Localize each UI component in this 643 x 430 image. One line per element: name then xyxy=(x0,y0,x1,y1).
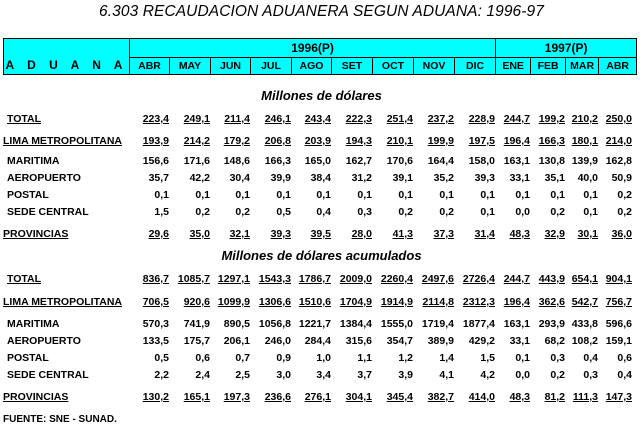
table-cell: 214,0 xyxy=(605,135,632,147)
table-cell: 414,0 xyxy=(468,391,495,403)
table-cell: 2260,4 xyxy=(380,273,413,285)
table-cell: 3,7 xyxy=(357,369,372,381)
row-label: SEDE CENTRAL xyxy=(7,206,89,218)
month-header: JUL xyxy=(251,58,292,75)
table-cell: 36,0 xyxy=(611,228,632,240)
table-cell: 166,3 xyxy=(264,155,291,167)
table-cell: 244,7 xyxy=(503,273,530,285)
table-cell: 4,1 xyxy=(439,369,454,381)
table-cell: 0,2 xyxy=(398,206,413,218)
table-cell: 0,1 xyxy=(398,189,413,201)
table-cell: 32,9 xyxy=(544,228,565,240)
table-cell: 139,9 xyxy=(571,155,598,167)
table-row xyxy=(3,135,636,150)
table-cell: 39,9 xyxy=(270,172,291,184)
table-cell: 148,6 xyxy=(223,155,250,167)
column-header-aduana: A D U A N A xyxy=(4,39,130,75)
table-cell: 2497,6 xyxy=(421,273,454,285)
table-cell: 147,3 xyxy=(605,391,632,403)
table-cell: 0,5 xyxy=(276,206,291,218)
table-cell: 0,4 xyxy=(617,369,632,381)
table-cell: 2312,3 xyxy=(462,296,495,308)
table-cell: 0,4 xyxy=(316,206,331,218)
table-cell: 904,1 xyxy=(605,273,632,285)
table-cell: 31,4 xyxy=(474,228,495,240)
table-cell: 68,2 xyxy=(544,335,565,347)
table-cell: 389,9 xyxy=(427,335,454,347)
table-cell: 2,4 xyxy=(195,369,210,381)
table-cell: 193,9 xyxy=(142,135,169,147)
table-cell: 293,9 xyxy=(538,318,565,330)
table-cell: 3,4 xyxy=(316,369,331,381)
table-cell: 890,5 xyxy=(223,318,250,330)
table-cell: 1914,9 xyxy=(380,296,413,308)
table-cell: 1,4 xyxy=(439,352,454,364)
table-cell: 315,6 xyxy=(345,335,372,347)
table-cell: 1099,9 xyxy=(217,296,250,308)
table-cell: 1543,3 xyxy=(258,273,291,285)
table-cell: 39,5 xyxy=(310,228,331,240)
table-cell: 31,2 xyxy=(351,172,372,184)
table-cell: 0,2 xyxy=(550,369,565,381)
table-cell: 111,3 xyxy=(572,391,598,403)
row-label: POSTAL xyxy=(7,352,49,364)
section-title-monthly: Millones de dólares xyxy=(261,88,382,103)
month-header: JUN xyxy=(211,58,251,75)
table-row xyxy=(3,335,636,350)
table-cell: 0,7 xyxy=(235,352,250,364)
table-cell: 0,1 xyxy=(357,189,372,201)
table-cell: 0,1 xyxy=(154,189,169,201)
table-cell: 1,0 xyxy=(316,352,331,364)
table-cell: 41,3 xyxy=(392,228,413,240)
table-row xyxy=(3,352,636,367)
table-cell: 39,1 xyxy=(392,172,413,184)
table-cell: 0,2 xyxy=(195,206,210,218)
table-cell: 542,7 xyxy=(571,296,598,308)
table-cell: 0,1 xyxy=(276,189,291,201)
table-cell: 0,0 xyxy=(515,369,530,381)
table-row xyxy=(3,273,636,288)
table-cell: 196,4 xyxy=(503,135,530,147)
year-header-1996: 1996(P) xyxy=(130,39,496,58)
table-cell: 50,9 xyxy=(611,172,632,184)
table-cell: 211,4 xyxy=(224,113,250,125)
table-cell: 39,3 xyxy=(270,228,291,240)
table-cell: 48,3 xyxy=(509,228,530,240)
table-cell: 0,2 xyxy=(439,206,454,218)
row-label: TOTAL xyxy=(7,273,42,285)
table-cell: 30,4 xyxy=(229,172,250,184)
table-cell: 1221,7 xyxy=(298,318,331,330)
row-label: MARITIMA xyxy=(7,318,60,330)
table-cell: 0,2 xyxy=(617,189,632,201)
month-header: ABR xyxy=(130,58,170,75)
table-row xyxy=(3,113,636,128)
table-cell: 35,0 xyxy=(189,228,210,240)
table-cell: 244,7 xyxy=(503,113,530,125)
table-cell: 199,2 xyxy=(538,113,565,125)
table-cell: 237,2 xyxy=(427,113,454,125)
table-cell: 0,2 xyxy=(617,206,632,218)
table-cell: 3,0 xyxy=(276,369,291,381)
table-cell: 0,9 xyxy=(276,352,291,364)
table-cell: 28,0 xyxy=(351,228,372,240)
table-cell: 165,1 xyxy=(183,391,210,403)
row-label: AEROPUERTO xyxy=(7,172,81,184)
section-title-cumulative: Millones de dólares acumulados xyxy=(221,248,422,263)
table-cell: 210,1 xyxy=(386,135,413,147)
table-cell: 0,1 xyxy=(515,189,530,201)
table-cell: 206,1 xyxy=(223,335,250,347)
table-cell: 0,1 xyxy=(583,189,598,201)
table-cell: 228,9 xyxy=(468,113,495,125)
table-cell: 162,7 xyxy=(345,155,372,167)
table-cell: 1306,6 xyxy=(258,296,291,308)
table-cell: 81,2 xyxy=(544,391,565,403)
table-cell: 108,2 xyxy=(571,335,598,347)
table-cell: 345,4 xyxy=(386,391,413,403)
table-cell: 222,3 xyxy=(345,113,372,125)
table-row xyxy=(3,155,636,170)
month-header: FEB xyxy=(531,58,566,75)
source-note: FUENTE: SNE - SUNAD. xyxy=(3,414,117,425)
table-cell: 0,3 xyxy=(357,206,372,218)
table-cell: 276,1 xyxy=(304,391,331,403)
table-cell: 37,3 xyxy=(433,228,454,240)
month-header: SET xyxy=(332,58,373,75)
row-label: AEROPUERTO xyxy=(7,335,81,347)
table-cell: 0,3 xyxy=(550,352,565,364)
table-cell: 243,4 xyxy=(304,113,331,125)
table-cell: 251,4 xyxy=(386,113,413,125)
table-row xyxy=(3,296,636,311)
table-cell: 214,2 xyxy=(183,135,210,147)
table-cell: 0,1 xyxy=(550,189,565,201)
table-cell: 1,2 xyxy=(398,352,413,364)
table-cell: 0,1 xyxy=(583,206,598,218)
table-cell: 164,4 xyxy=(427,155,454,167)
row-label: PROVINCIAS xyxy=(3,228,69,240)
table-cell: 180,1 xyxy=(571,135,598,147)
table-row xyxy=(3,369,636,384)
table-cell: 40,0 xyxy=(577,172,598,184)
table-cell: 0,0 xyxy=(515,206,530,218)
table-cell: 223,4 xyxy=(142,113,169,125)
row-label: PROVINCIAS xyxy=(3,391,69,403)
table-cell: 0,1 xyxy=(316,189,331,201)
table-cell: 158,0 xyxy=(468,155,495,167)
table-cell: 175,7 xyxy=(183,335,210,347)
month-header: MAR xyxy=(566,58,599,75)
table-cell: 0,4 xyxy=(583,352,598,364)
table-cell: 48,3 xyxy=(509,391,530,403)
table-cell: 741,9 xyxy=(183,318,210,330)
row-label: POSTAL xyxy=(7,189,49,201)
table-row xyxy=(3,206,636,221)
page-title: 6.303 RECAUDACION ADUANERA SEGUN ADUANA: 1996-97 xyxy=(99,3,544,20)
table-cell: 197,5 xyxy=(468,135,495,147)
table-cell: 443,9 xyxy=(538,273,565,285)
table-cell: 2726,4 xyxy=(462,273,495,285)
table-cell: 159,1 xyxy=(605,335,632,347)
table-cell: 197,3 xyxy=(223,391,250,403)
table-cell: 0,2 xyxy=(235,206,250,218)
month-header: DIC xyxy=(455,58,496,75)
table-cell: 165,0 xyxy=(304,155,331,167)
table-cell: 32,1 xyxy=(229,228,250,240)
table-cell: 0,6 xyxy=(195,352,210,364)
table-cell: 1297,1 xyxy=(217,273,250,285)
table-cell: 38,4 xyxy=(310,172,331,184)
table-row xyxy=(3,228,636,243)
table-cell: 1786,7 xyxy=(298,273,331,285)
row-label: SEDE CENTRAL xyxy=(7,369,89,381)
table-cell: 0,1 xyxy=(439,189,454,201)
table-cell: 156,6 xyxy=(142,155,169,167)
table-cell: 133,5 xyxy=(142,335,169,347)
table-cell: 2,2 xyxy=(154,369,169,381)
year-header-1997: 1997(P) xyxy=(496,39,637,58)
month-header: NOV xyxy=(414,58,455,75)
month-header: ENE xyxy=(496,58,531,75)
table-cell: 130,8 xyxy=(538,155,565,167)
table-cell: 2,5 xyxy=(235,369,250,381)
table-cell: 210,2 xyxy=(571,113,598,125)
table-cell: 30,1 xyxy=(577,228,598,240)
table-row xyxy=(3,391,636,406)
month-header: OCT xyxy=(373,58,414,75)
table-cell: 246,0 xyxy=(264,335,291,347)
table-cell: 42,2 xyxy=(189,172,210,184)
row-label: LIMA METROPOLITANA xyxy=(3,296,122,308)
table-cell: 433,8 xyxy=(571,318,598,330)
table-cell: 354,7 xyxy=(386,335,413,347)
table-cell: 654,1 xyxy=(571,273,598,285)
table-cell: 39,3 xyxy=(474,172,495,184)
table-cell: 362,6 xyxy=(538,296,565,308)
table-cell: 429,2 xyxy=(468,335,495,347)
table-cell: 206,8 xyxy=(264,135,291,147)
table-cell: 162,8 xyxy=(605,155,632,167)
table-cell: 1510,6 xyxy=(298,296,331,308)
table-cell: 1877,4 xyxy=(462,318,495,330)
table-row xyxy=(3,189,636,204)
table-cell: 179,2 xyxy=(223,135,250,147)
table-cell: 130,2 xyxy=(142,391,169,403)
table-cell: 203,9 xyxy=(304,135,331,147)
table-cell: 836,7 xyxy=(142,273,169,285)
month-header: AGO xyxy=(292,58,332,75)
month-header: MAY xyxy=(170,58,211,75)
table-cell: 2114,8 xyxy=(422,296,454,308)
table-cell: 596,6 xyxy=(605,318,632,330)
table-cell: 1704,9 xyxy=(339,296,372,308)
table-cell: 29,6 xyxy=(148,228,169,240)
table-cell: 199,9 xyxy=(427,135,454,147)
table-cell: 1,1 xyxy=(357,352,372,364)
table-cell: 1384,4 xyxy=(339,318,372,330)
table-cell: 4,2 xyxy=(480,369,495,381)
row-label: TOTAL xyxy=(7,113,42,125)
table-cell: 194,3 xyxy=(345,135,372,147)
table-cell: 0,1 xyxy=(235,189,250,201)
table-cell: 382,7 xyxy=(427,391,454,403)
table-cell: 196,4 xyxy=(503,296,530,308)
table-cell: 170,6 xyxy=(386,155,413,167)
table-row xyxy=(3,172,636,187)
table-cell: 35,7 xyxy=(148,172,169,184)
month-header: ABR xyxy=(599,58,637,75)
table-cell: 166,3 xyxy=(538,135,565,147)
table-cell: 570,3 xyxy=(142,318,169,330)
table-cell: 163,1 xyxy=(503,155,530,167)
table-cell: 304,1 xyxy=(345,391,372,403)
table-cell: 0,2 xyxy=(550,206,565,218)
table-cell: 0,6 xyxy=(617,352,632,364)
table-header xyxy=(3,38,637,75)
table-cell: 1056,8 xyxy=(258,318,291,330)
table-cell: 706,5 xyxy=(142,296,169,308)
table-cell: 0,1 xyxy=(480,189,495,201)
table-cell: 35,2 xyxy=(433,172,454,184)
table-cell: 33,1 xyxy=(509,335,530,347)
table-cell: 0,3 xyxy=(583,369,598,381)
table-cell: 0,1 xyxy=(515,352,530,364)
table-cell: 0,1 xyxy=(195,189,210,201)
table-cell: 246,1 xyxy=(264,113,291,125)
table-cell: 236,6 xyxy=(264,391,291,403)
table-cell: 3,9 xyxy=(398,369,413,381)
table-row xyxy=(3,318,636,333)
table-cell: 1,5 xyxy=(480,352,495,364)
table-cell: 756,7 xyxy=(605,296,632,308)
table-cell: 0,1 xyxy=(480,206,495,218)
table-cell: 2009,0 xyxy=(339,273,372,285)
table-cell: 1555,0 xyxy=(380,318,413,330)
table-cell: 163,1 xyxy=(503,318,530,330)
table-cell: 171,6 xyxy=(183,155,210,167)
row-label: MARITIMA xyxy=(7,155,60,167)
table-cell: 33,1 xyxy=(509,172,530,184)
table-cell: 249,1 xyxy=(183,113,210,125)
table-cell: 284,4 xyxy=(304,335,331,347)
table-cell: 1,5 xyxy=(154,206,169,218)
table-cell: 35,1 xyxy=(544,172,565,184)
table-cell: 0,5 xyxy=(154,352,169,364)
table-cell: 1085,7 xyxy=(177,273,210,285)
table-cell: 250,0 xyxy=(605,113,632,125)
row-label: LIMA METROPOLITANA xyxy=(3,135,122,147)
table-cell: 920,6 xyxy=(183,296,210,308)
table-cell: 1719,4 xyxy=(421,318,454,330)
